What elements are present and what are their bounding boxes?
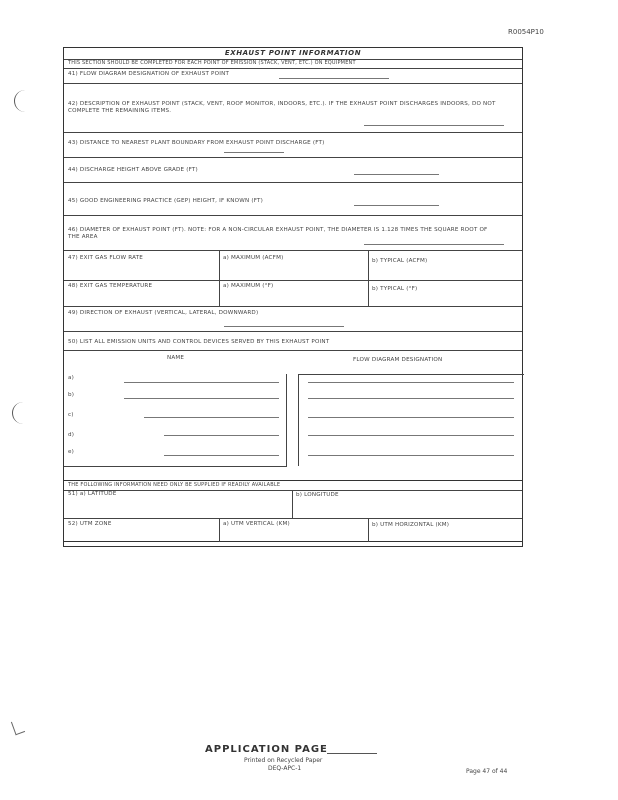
divider: [298, 374, 524, 375]
divider: [64, 68, 522, 69]
title-underline: [327, 753, 377, 754]
divider: [64, 215, 522, 216]
field-45-input[interactable]: [354, 205, 439, 206]
intro-text: THIS SECTION SHOULD BE COMPLETED FOR EACH POINT OF EMISSION (STACK, VENT, ETC.) ON EQUIPMENT: [68, 60, 356, 66]
table-row-name-input[interactable]: [124, 382, 279, 383]
table-row-name-input[interactable]: [144, 417, 279, 418]
divider: [64, 280, 522, 281]
field-43-label: 43) DISTANCE TO NEAREST PLANT BOUNDARY FROM EXHAUST POINT DISCHARGE (FT): [68, 140, 325, 146]
table-row-label: d): [68, 432, 75, 438]
field-48b-label: b) TYPICAL (°F): [372, 286, 418, 292]
field-49-input[interactable]: [224, 326, 344, 327]
punch-hole-middle: [12, 402, 26, 424]
table-row-flow-input[interactable]: [308, 398, 514, 399]
table-row-name-input[interactable]: [164, 455, 279, 456]
table-row-label: a): [68, 375, 75, 381]
divider: [64, 182, 522, 183]
table-row-label: b): [68, 392, 75, 398]
field-46-input[interactable]: [364, 244, 504, 245]
field-42-input[interactable]: [364, 125, 504, 126]
divider: [64, 490, 522, 491]
divider: [368, 280, 369, 306]
divider: [286, 374, 287, 466]
field-44-label: 44) DISCHARGE HEIGHT ABOVE GRADE (FT): [68, 167, 198, 173]
divider: [64, 250, 522, 251]
field-47b-label: b) TYPICAL (ACFM): [372, 258, 428, 264]
divider: [219, 280, 220, 306]
subform-intro: THE FOLLOWING INFORMATION NEED ONLY BE SUPPLIED IF READILY AVAILABLE: [68, 482, 281, 488]
field-52b-label: b) UTM HORIZONTAL (KM): [372, 522, 450, 528]
divider: [298, 374, 299, 466]
punch-hole-top: [14, 90, 28, 112]
field-45-label: 45) GOOD ENGINEERING PRACTICE (GEP) HEIGHT, IF KNOWN (FT): [68, 198, 264, 204]
field-41-label: 41) FLOW DIAGRAM DESIGNATION OF EXHAUST POINT: [68, 71, 230, 77]
table-row-name-input[interactable]: [124, 398, 279, 399]
field-43-input[interactable]: [224, 152, 284, 153]
field-48-label: 48) EXIT GAS TEMPERATURE: [68, 283, 153, 289]
section-title: EXHAUST POINT INFORMATION: [224, 49, 362, 57]
table-row-name-input[interactable]: [164, 435, 279, 436]
field-46-label: 46) DIAMETER OF EXHAUST POINT (FT). NOTE: FOR A NON-CIRCULAR EXHAUST POINT, THE DIAMETER IS 1.128 TIMES THE SQUARE ROOT OF THE AREA: [68, 227, 488, 240]
field-52-label: 52) UTM ZONE: [68, 521, 112, 527]
recycled-paper-note: Printed on Recycled Paper: [244, 757, 323, 764]
field-47a-label: a) MAXIMUM (ACFM): [223, 255, 284, 261]
divider: [292, 490, 293, 518]
divider: [64, 83, 522, 84]
field-52a-label: a) UTM VERTICAL (KM): [223, 521, 290, 527]
table-row-flow-input[interactable]: [308, 417, 514, 418]
document-id: R0054P10: [508, 28, 544, 36]
field-51a-label: 51) a) LATITUDE: [68, 491, 117, 497]
field-48a-label: a) MAXIMUM (°F): [223, 283, 274, 289]
divider: [368, 518, 369, 542]
table-row-flow-input[interactable]: [308, 455, 514, 456]
divider: [219, 518, 220, 542]
exhaust-point-form: [63, 47, 523, 547]
table-header-name: NAME: [167, 355, 185, 361]
table-header-flow: FLOW DIAGRAM DESIGNATION: [353, 357, 443, 363]
corner-mark: [11, 719, 25, 736]
table-row-flow-input[interactable]: [308, 435, 514, 436]
table-row-flow-input[interactable]: [308, 382, 514, 383]
divider: [64, 331, 522, 332]
field-41-input[interactable]: [279, 78, 389, 79]
divider: [64, 350, 522, 351]
optional-location-form: [63, 480, 523, 542]
divider: [64, 157, 522, 158]
divider: [64, 466, 287, 467]
table-row-label: e): [68, 449, 75, 455]
field-42-label: 42) DESCRIPTION OF EXHAUST POINT (STACK, VENT, ROOF MONITOR, INDOORS, ETC.). IF THE EXHAUST POINT DISCHARGES INDOORS, DO NOT COMPLETE THE REMAINING ITEMS.: [68, 101, 496, 114]
field-47-label: 47) EXIT GAS FLOW RATE: [68, 255, 144, 261]
divider: [64, 132, 522, 133]
divider: [64, 306, 522, 307]
field-50-label: 50) LIST ALL EMISSION UNITS AND CONTROL DEVICES SERVED BY THIS EXHAUST POINT: [68, 339, 330, 345]
page-number: Page 47 of 44: [466, 768, 508, 775]
divider: [64, 518, 522, 519]
divider: [368, 250, 369, 280]
field-49-label: 49) DIRECTION OF EXHAUST (VERTICAL, LATERAL, DOWNWARD): [68, 310, 259, 316]
divider: [219, 250, 220, 280]
form-code: DEQ-APC-1: [268, 765, 302, 772]
field-51b-label: b) LONGITUDE: [296, 492, 339, 498]
field-44-input[interactable]: [354, 174, 439, 175]
table-row-label: c): [68, 412, 74, 418]
application-page-title: APPLICATION PAGE: [205, 744, 328, 755]
